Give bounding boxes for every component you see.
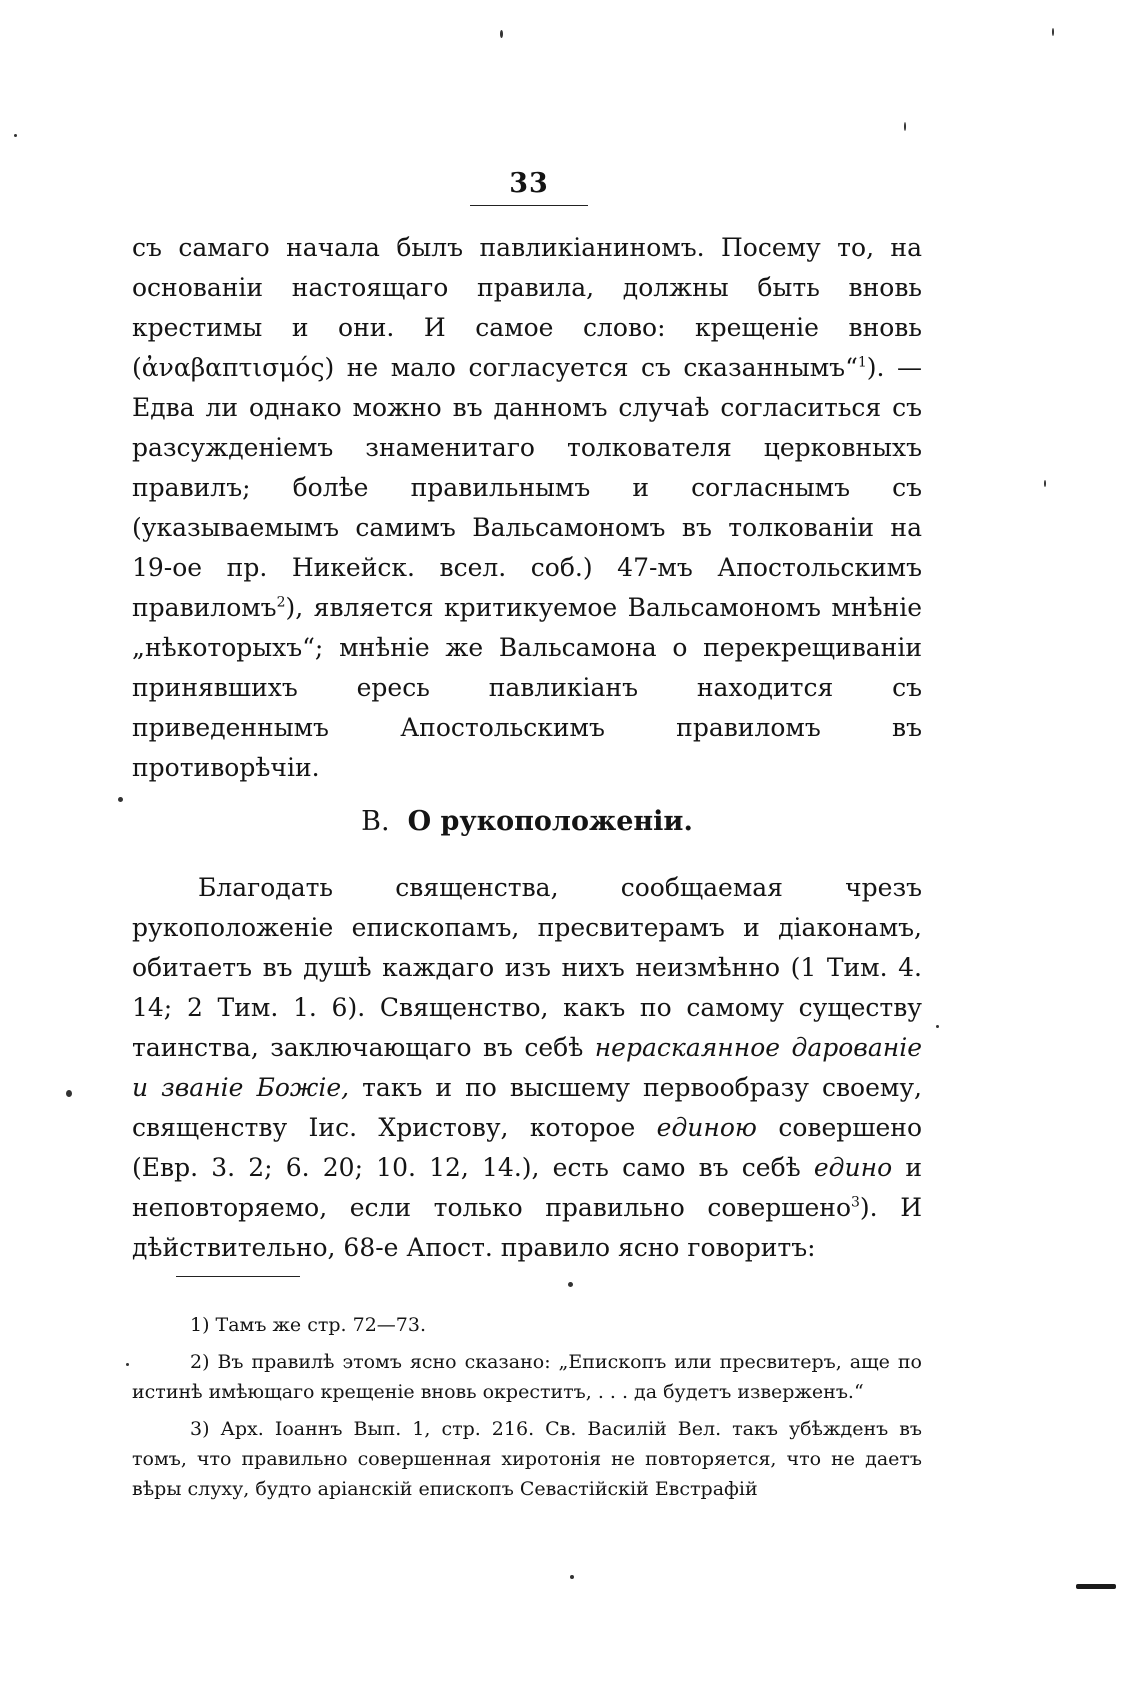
section-title: О рукоположеніи. (407, 806, 693, 837)
main-text (132, 228, 922, 788)
paragraph-continuation (132, 228, 922, 788)
footnote-ref-2: 2 (276, 594, 286, 611)
scan-speck (904, 122, 906, 131)
section-paragraph (132, 868, 922, 1268)
scan-dash (1076, 1584, 1116, 1589)
section-heading (132, 806, 922, 837)
paragraph-text: съ самаго начала былъ павликіаниномъ. Посему то, на основаніи настоящаго правила, должны быть вновь крестимы и они. И самое слово: крещеніе вновь (ἀναβαπτισμός) не мало согласуется съ сказаннымъ“ (132, 233, 922, 382)
scan-speck (500, 30, 503, 38)
scan-speck (568, 1282, 573, 1287)
footnote-1: 1) Тамъ же стр. 72—73. (190, 1314, 426, 1336)
paragraph-text: Благодать священства, сообщаемая чрезъ рукоположеніе епископамъ, пресвитерамъ и діаконамъ, обитаетъ въ душѣ каждаго изъ нихъ неизмѣнно (1 Тим. 4. 14; 2 Тим. 1. 6). Священство, какъ по самому существу таинства, заключающаго въ себѣ (132, 873, 922, 1062)
paragraph-text: ). — Едва ли однако можно въ данномъ случаѣ согласиться съ разсужденіемъ знаменитаго толкователя церковныхъ правилъ; болѣе правильнымъ и согласнымъ съ (указываемымъ самимъ Вальсамономъ въ толкованіи на 19-ое пр. Никейск. всел. соб.) 47-мъ Апостольскимъ правиломъ (132, 353, 922, 622)
paragraph-text: ). И дѣйствительно, 68-е Апост. правило ясно говоритъ: (132, 1193, 922, 1262)
italic-word: едино (813, 1153, 893, 1182)
scan-speck (936, 1025, 939, 1028)
footnotes (132, 1310, 922, 1511)
scan-speck (66, 1090, 72, 1097)
scan-speck (14, 134, 17, 137)
paragraph-text: такъ и по высшему первообразу своему, священству Іис. Христову, которое (132, 1073, 922, 1142)
footnote-2: 2) Въ правилѣ этомъ ясно сказано: „Епископъ или пресвитеръ, аще по истинѣ имѣющаго крещеніе вновь окреститъ, . . . да будетъ изверженъ.“ (132, 1351, 922, 1403)
section-text (132, 868, 922, 1268)
footnote-3: 3) Арх. Іоаннъ Вып. 1, стр. 216. Св. Василій Вел. такъ убѣжденъ въ томъ, что правильно совершенная хиротонія не повторяется, что не даетъ вѣры слуху, будто аріанскій епископъ Севастійскій Евстрафій (132, 1418, 922, 1500)
page-number: 33 (470, 168, 588, 206)
paragraph-text: и неповторяемо, если только правильно совершено (132, 1153, 922, 1222)
scan-speck (118, 797, 123, 802)
scan-speck (126, 1363, 129, 1366)
paragraph-text: совершено (Евр. 3. 2; 6. 20; 10. 12, 14.), есть само въ себѣ (132, 1113, 922, 1182)
scan-speck (1044, 480, 1046, 487)
section-label: В. (361, 806, 390, 837)
footnote-ref-3: 3 (851, 1194, 860, 1211)
footnote-ref-1: 1 (857, 354, 867, 371)
italic-quote: нераскаянное дарованіе и званіе Божіе, (132, 1033, 922, 1102)
scan-speck (570, 1575, 574, 1579)
paragraph-text: ), является критикуемое Вальсамономъ мнѣніе „нѣкоторыхъ“; мнѣніе же Вальсамона о перекрещиваніи принявшихъ ересь павликіанъ находится съ приведеннымъ Апостольскимъ правиломъ въ противорѣчіи. (132, 593, 922, 782)
footnote-divider (176, 1276, 300, 1277)
scan-speck (1052, 28, 1054, 36)
italic-word: единою (656, 1113, 757, 1142)
